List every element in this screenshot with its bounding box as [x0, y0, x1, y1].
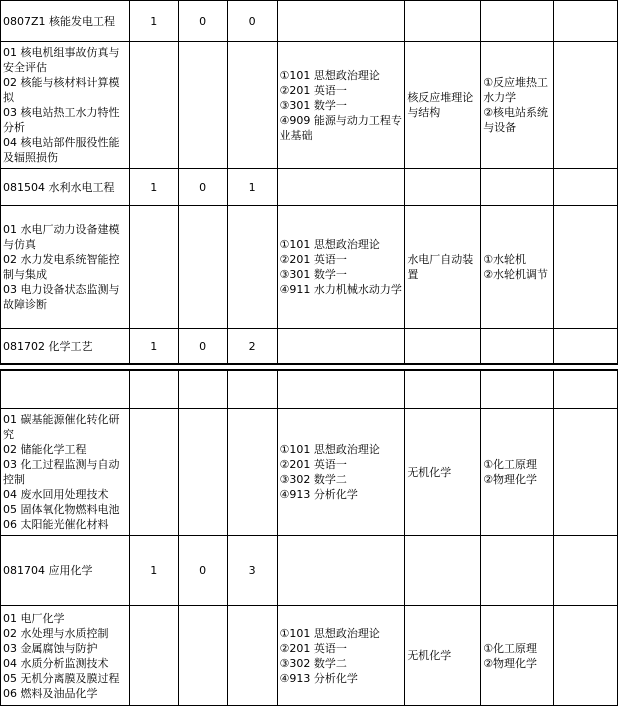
empty-cell	[554, 329, 618, 364]
empty-cell	[129, 42, 178, 169]
quota-cell: 2	[227, 329, 277, 364]
major-code-name: 081504 水利水电工程	[1, 169, 130, 206]
research-directions: 01 碳基能源催化转化研究 02 储能化学工程 03 化工过程监测与自动控制 04 废水回用处理技术 05 固体氧化物燃料电池 06 太阳能光催化材料	[1, 409, 130, 536]
empty-cell	[277, 371, 405, 409]
quota-cell: 1	[227, 169, 277, 206]
quota-cell: 0	[178, 329, 227, 364]
table-row	[1, 536, 618, 606]
quota-cell: 0	[178, 1, 227, 42]
empty-cell	[554, 1, 618, 42]
quota-cell: 1	[129, 1, 178, 42]
table-row	[1, 606, 618, 706]
retest-subject: 无机化学	[405, 409, 481, 536]
empty-cell	[554, 409, 618, 536]
empty-cell	[227, 409, 277, 536]
empty-cell	[277, 536, 405, 606]
quota-cell: 0	[178, 536, 227, 606]
empty-cell	[227, 206, 277, 329]
retest-subject: 无机化学	[405, 606, 481, 706]
empty-cell	[405, 1, 481, 42]
empty-cell	[481, 371, 554, 409]
empty-cell	[178, 206, 227, 329]
major-code-name: 081702 化学工艺	[1, 329, 130, 364]
empty-cell	[178, 371, 227, 409]
empty-cell	[277, 1, 405, 42]
empty-cell	[129, 606, 178, 706]
quota-cell: 0	[227, 1, 277, 42]
additional-test-subjects: ①化工原理 ②物理化学	[481, 606, 554, 706]
table-row	[1, 409, 618, 536]
empty-cell	[554, 42, 618, 169]
additional-test-subjects: ①水轮机 ②水轮机调节	[481, 206, 554, 329]
empty-cell	[129, 371, 178, 409]
empty-cell	[178, 42, 227, 169]
table-row	[1, 1, 618, 42]
empty-cell	[481, 329, 554, 364]
empty-cell	[227, 606, 277, 706]
empty-cell	[554, 371, 618, 409]
research-directions: 01 核电机组事故仿真与安全评估 02 核能与核材料计算模拟 03 核电站热工水力特性分析 04 核电站部件服役性能及辐照损伤	[1, 42, 130, 169]
additional-test-subjects: ①化工原理 ②物理化学	[481, 409, 554, 536]
research-directions: 01 电厂化学 02 水处理与水质控制 03 金属腐蚀与防护 04 水质分析监测技术 05 无机分离膜及膜过程 06 燃料及油品化学	[1, 606, 130, 706]
empty-cell	[227, 371, 277, 409]
empty-cell	[554, 169, 618, 206]
empty-cell	[481, 169, 554, 206]
empty-cell	[405, 536, 481, 606]
table-row	[1, 169, 618, 206]
empty-cell	[405, 371, 481, 409]
empty-cell	[481, 536, 554, 606]
exam-subjects: ①101 思想政治理论 ②201 英语一 ③301 数学一 ④909 能源与动力工程专业基础	[277, 42, 405, 169]
empty-cell	[554, 206, 618, 329]
quota-cell: 1	[129, 329, 178, 364]
empty-cell	[129, 409, 178, 536]
exam-subjects: ①101 思想政治理论 ②201 英语一 ③302 数学二 ④913 分析化学	[277, 409, 405, 536]
retest-subject: 核反应堆理论与结构	[405, 42, 481, 169]
empty-cell	[277, 169, 405, 206]
admissions-table-bottom	[0, 370, 618, 706]
empty-cell	[554, 536, 618, 606]
empty-cell	[178, 606, 227, 706]
retest-subject: 水电厂自动装置	[405, 206, 481, 329]
empty-cell	[178, 409, 227, 536]
quota-cell: 3	[227, 536, 277, 606]
major-code-name: 0807Z1 核能发电工程	[1, 1, 130, 42]
empty-cell	[405, 329, 481, 364]
quota-cell: 1	[129, 169, 178, 206]
empty-cell	[554, 606, 618, 706]
exam-subjects: ①101 思想政治理论 ②201 英语一 ③301 数学一 ④911 水力机械水动力学	[277, 206, 405, 329]
empty-cell	[481, 1, 554, 42]
exam-subjects: ①101 思想政治理论 ②201 英语一 ③302 数学二 ④913 分析化学	[277, 606, 405, 706]
empty-cell	[1, 371, 130, 409]
quota-cell: 1	[129, 536, 178, 606]
major-code-name: 081704 应用化学	[1, 536, 130, 606]
empty-cell	[227, 42, 277, 169]
table-row	[1, 329, 618, 364]
empty-cell	[129, 206, 178, 329]
table-row	[1, 42, 618, 169]
research-directions: 01 水电厂动力设备建模与仿真 02 水力发电系统智能控制与集成 03 电力设备状态监测与故障诊断	[1, 206, 130, 329]
table-row	[1, 371, 618, 409]
quota-cell: 0	[178, 169, 227, 206]
empty-cell	[405, 169, 481, 206]
table-row	[1, 206, 618, 329]
empty-cell	[277, 329, 405, 364]
page-break-divider	[0, 363, 618, 370]
additional-test-subjects: ①反应堆热工水力学 ②核电站系统与设备	[481, 42, 554, 169]
